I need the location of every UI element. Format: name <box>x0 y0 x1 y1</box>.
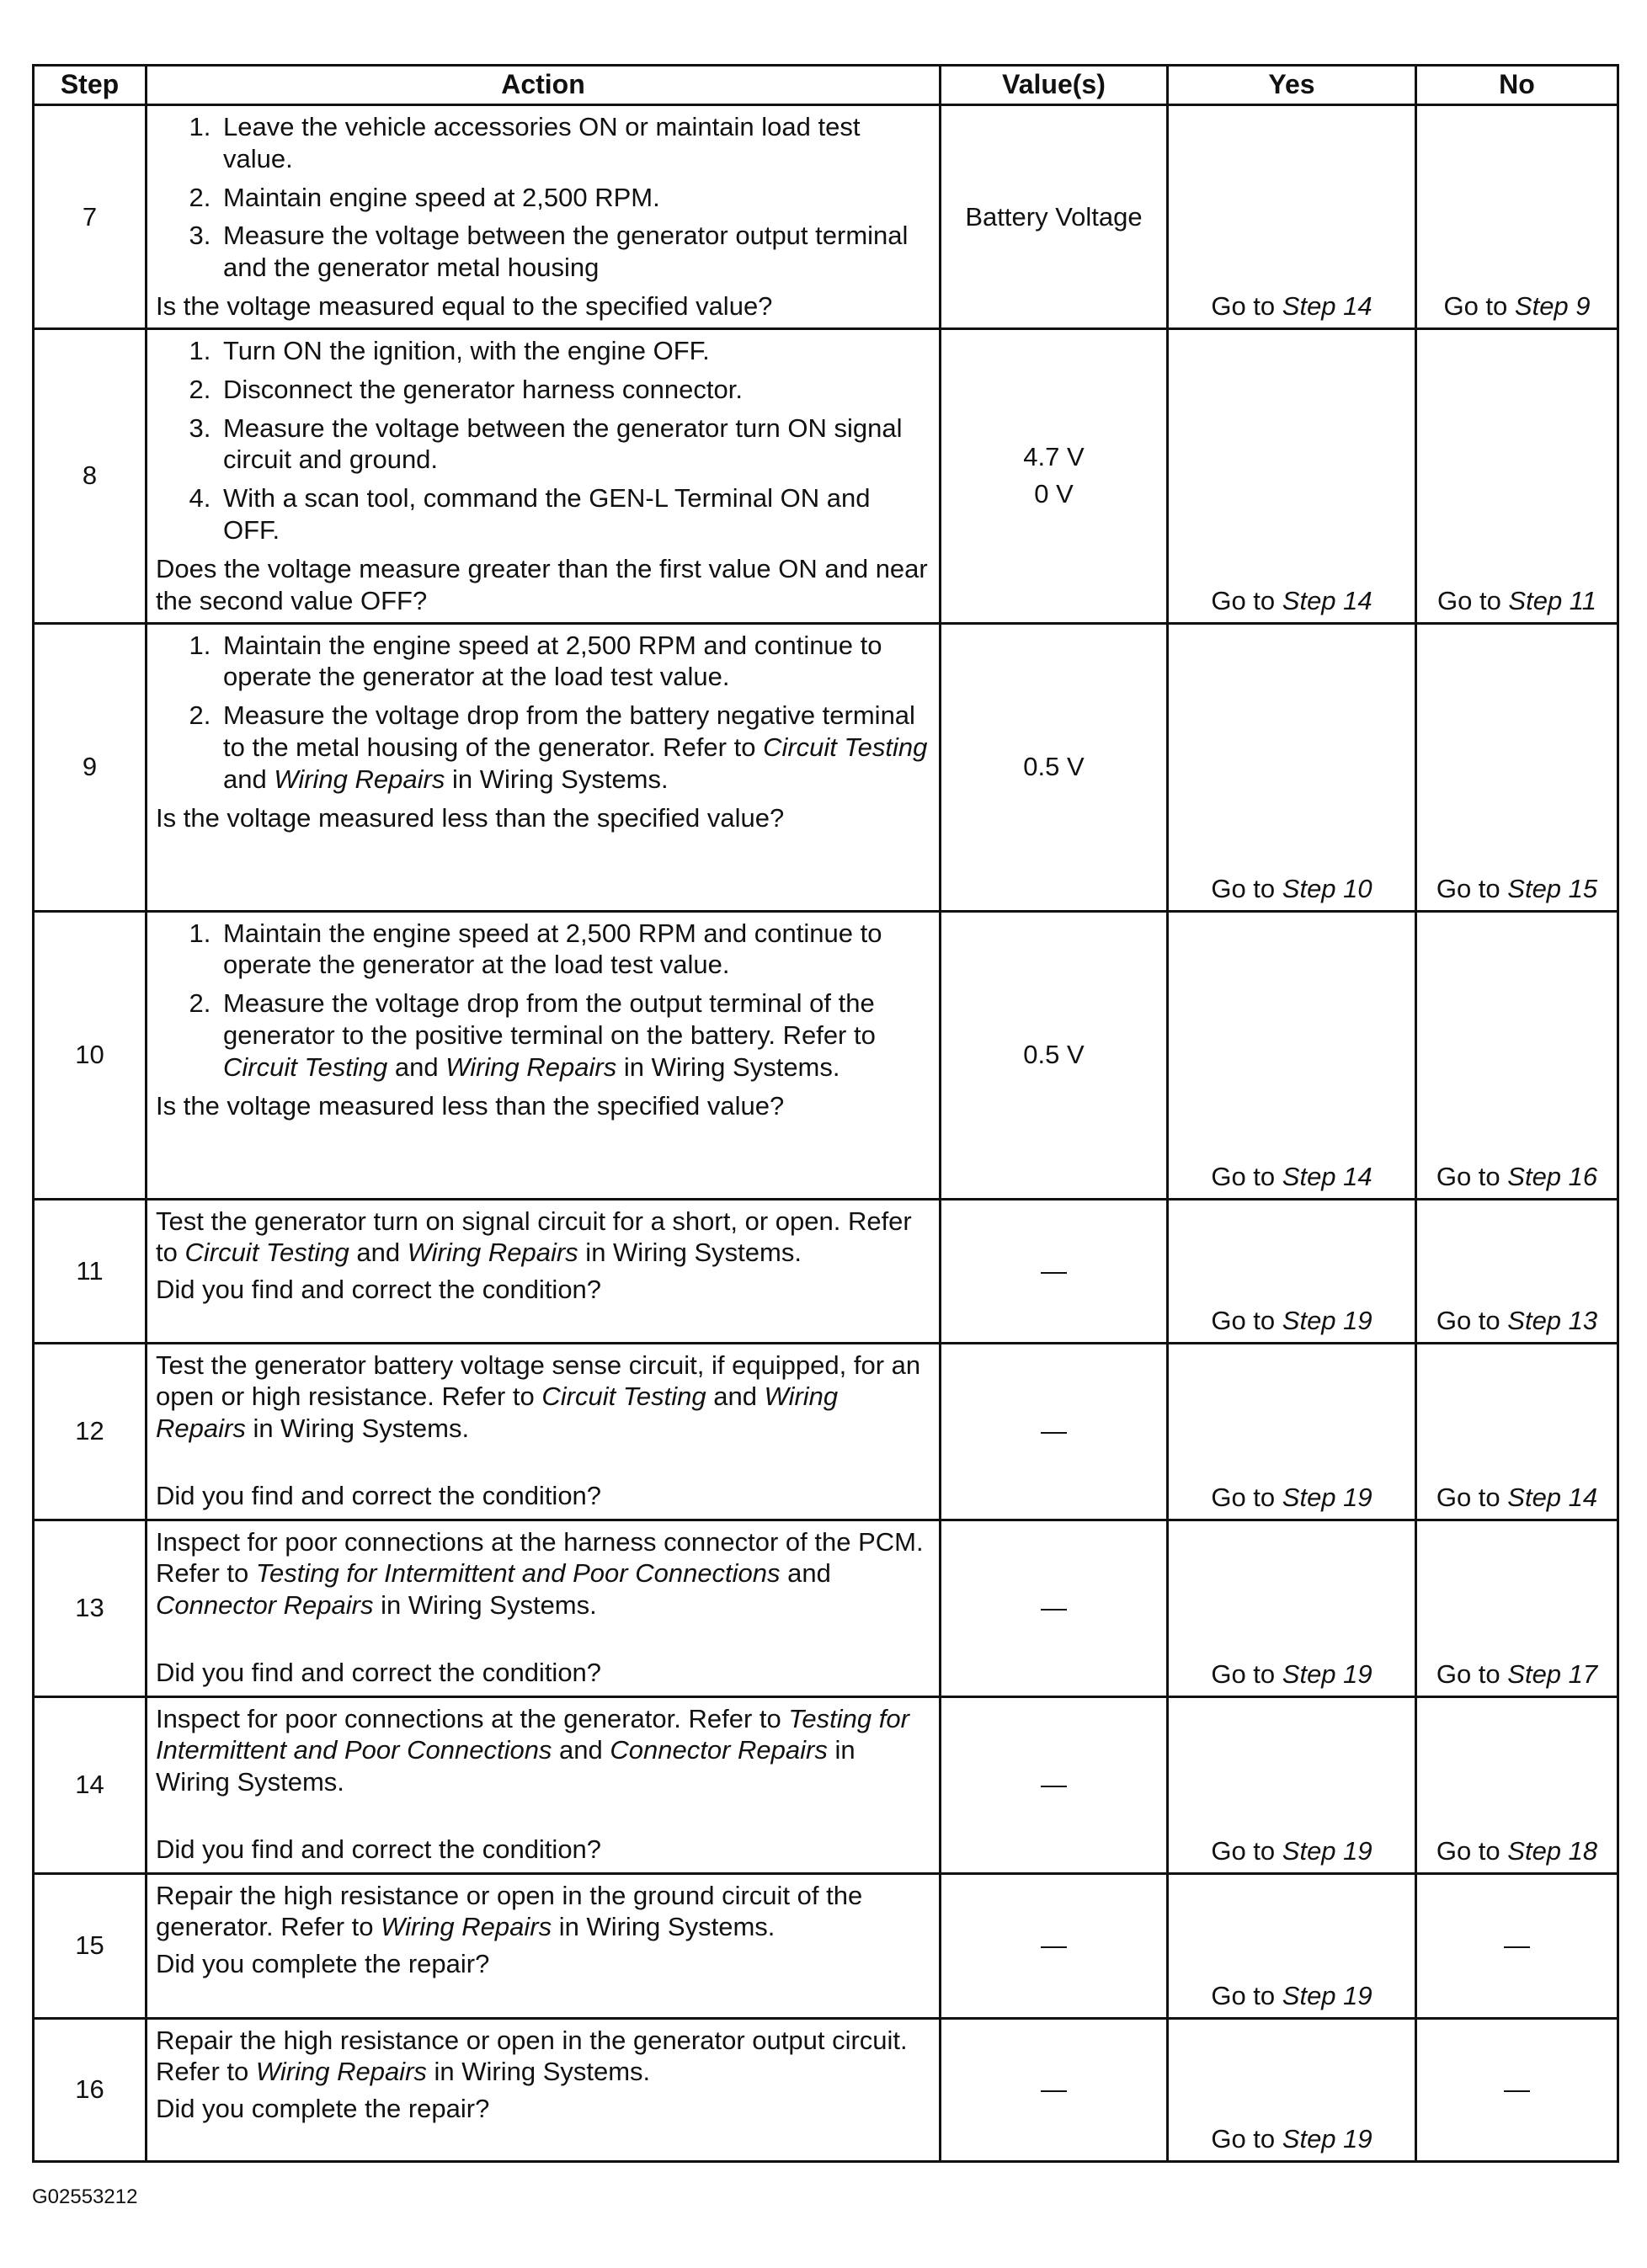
action-question: Is the voltage measured equal to the specified value? <box>156 291 773 322</box>
no-step-link: Step 11 <box>1508 585 1596 615</box>
action-cell <box>147 329 941 624</box>
action-list-item: 2. Disconnect the generator harness connector. <box>218 374 930 406</box>
yes-cell <box>1168 1343 1416 1520</box>
action-list-item: 3. Measure the voltage between the generator turn ON signal circuit and ground. <box>218 413 930 476</box>
no-step-link: Step 9 <box>1514 291 1591 322</box>
table-row <box>34 911 1618 1199</box>
action-list <box>156 111 930 284</box>
action-text: Maintain the engine speed at 2,500 RPM and continue to operate the generator at the load test value. <box>223 918 882 980</box>
header-values: Value(s) <box>941 66 1168 105</box>
yes-cell <box>1168 2018 1416 2161</box>
reference-text: Wiring Repairs <box>445 1051 617 1082</box>
no-cell <box>1416 1696 1618 1873</box>
step-number: 8 <box>34 329 147 624</box>
reference-text: Wiring Repairs <box>381 1912 552 1942</box>
action-list-item: 1. Turn ON the ignition, with the engine OFF. <box>218 335 930 367</box>
no-cell <box>1416 911 1618 1199</box>
step-number: 15 <box>34 1873 147 2018</box>
action-text: and <box>223 764 274 794</box>
yes-prefix: Go to <box>1211 1305 1282 1335</box>
action-question: Is the voltage measured less than the specified value? <box>156 802 785 833</box>
value-text: 0.5 V <box>1023 1040 1085 1070</box>
value-cell <box>941 105 1168 329</box>
no-prefix: Go to <box>1436 1161 1508 1191</box>
action-question: Did you find and correct the condition? <box>156 1657 602 1687</box>
action-paragraph <box>156 1703 930 1798</box>
table-row <box>34 1343 1618 1520</box>
no-cell <box>1416 1343 1618 1520</box>
action-text: Maintain the engine speed at 2,500 RPM and continue to operate the generator at the load test value. <box>223 630 882 692</box>
yes-prefix: Go to <box>1211 1835 1282 1866</box>
yes-cell <box>1168 329 1416 624</box>
header-row <box>34 66 1618 105</box>
action-text: in Wiring Systems. <box>552 1912 776 1942</box>
no-cell <box>1416 623 1618 911</box>
action-text: Inspect for poor connections at the harness connector of the PCM. Refer to <box>156 1526 924 1589</box>
action-text: Measure the voltage drop from the battery negative terminal to the metal housing of the generator. Refer to <box>223 700 915 762</box>
action-list-item: 4. With a scan tool, command the GEN-L Terminal ON and OFF. <box>218 482 930 546</box>
action-paragraph <box>156 1526 930 1621</box>
action-paragraph <box>156 1880 930 1944</box>
action-question: Did you find and correct the condition? <box>156 1275 602 1305</box>
yes-cell <box>1168 623 1416 911</box>
no-prefix: Go to <box>1436 1482 1508 1512</box>
action-list-item <box>218 700 930 795</box>
yes-prefix: Go to <box>1211 1161 1282 1191</box>
action-question: Did you complete the repair? <box>156 2094 490 2124</box>
action-spacer <box>156 1621 930 1652</box>
action-cell <box>147 1199 941 1343</box>
table-row <box>34 1520 1618 1696</box>
yes-step-link: Step 19 <box>1282 1305 1372 1335</box>
yes-step-link: Step 19 <box>1282 2123 1372 2154</box>
reference-text: Wiring Repairs <box>274 764 445 794</box>
yes-step-link: Step 19 <box>1282 1658 1372 1689</box>
action-text: Test the generator turn on signal circuit for a short, or open. Refer to <box>156 1206 912 1268</box>
yes-cell <box>1168 1696 1416 1873</box>
action-cell <box>147 1520 941 1696</box>
header-action: Action <box>147 66 941 105</box>
action-question: Did you find and correct the condition? <box>156 1834 602 1864</box>
no-step-link: Step 14 <box>1507 1482 1598 1512</box>
action-cell <box>147 911 941 1199</box>
action-list-item <box>218 988 930 1083</box>
value-cell <box>941 1199 1168 1343</box>
step-number: 9 <box>34 623 147 911</box>
step-number: 12 <box>34 1343 147 1520</box>
action-text: in Wiring Systems. <box>616 1051 840 1082</box>
action-text: in Wiring Systems. <box>156 1735 855 1797</box>
value-cell <box>941 911 1168 1199</box>
value-cell <box>941 329 1168 624</box>
action-paragraph <box>156 1206 930 1270</box>
action-spacer <box>156 1445 930 1475</box>
value-text: — <box>1041 1593 1067 1623</box>
action-question: Is the voltage measured less than the specified value? <box>156 1090 785 1121</box>
table-row <box>34 1199 1618 1343</box>
action-text: Test the generator battery voltage sense circuit, if equipped, for an open or high resistance. Refer to <box>156 1350 921 1412</box>
yes-prefix: Go to <box>1211 1980 1282 2010</box>
no-prefix: Go to <box>1436 1835 1508 1866</box>
yes-cell <box>1168 105 1416 329</box>
value-cell <box>941 1873 1168 2018</box>
yes-cell <box>1168 911 1416 1199</box>
value-text: 0 V <box>1034 479 1074 509</box>
value-text: 4.7 V <box>1023 442 1085 472</box>
reference-text: Wiring Repairs <box>255 2057 427 2087</box>
table-row <box>34 2018 1618 2161</box>
no-step-link: Step 18 <box>1507 1835 1598 1866</box>
yes-step-link: Step 14 <box>1282 291 1372 322</box>
action-text: in Wiring Systems. <box>245 1414 470 1444</box>
action-list-item: 1. Leave the vehicle accessories ON or maintain load test value. <box>218 111 930 175</box>
value-cell <box>941 2018 1168 2161</box>
action-text: and <box>387 1051 446 1082</box>
action-question: Does the voltage measure greater than the first value ON and near the second value OFF? <box>156 553 928 615</box>
no-cell <box>1416 1873 1618 2018</box>
yes-cell <box>1168 1873 1416 2018</box>
action-list-item: 3. Measure the voltage between the generator output terminal and the generator metal housing <box>218 220 930 284</box>
header-step: Step <box>34 66 147 105</box>
action-list <box>156 335 930 546</box>
reference-text: Connector Repairs <box>156 1590 374 1621</box>
no-cell <box>1416 2018 1618 2161</box>
action-text: and <box>780 1558 831 1589</box>
no-dash: — <box>1504 1930 1530 1961</box>
action-text: in Wiring Systems. <box>426 2057 651 2087</box>
action-list-item <box>218 630 930 694</box>
table-row <box>34 1696 1618 1873</box>
yes-step-link: Step 19 <box>1282 1482 1372 1512</box>
reference-text: Testing for Intermittent and Poor Connections <box>156 1703 909 1765</box>
action-text: and <box>706 1382 765 1412</box>
reference-text: Wiring Repairs <box>156 1382 839 1444</box>
action-question: Did you find and correct the condition? <box>156 1480 602 1510</box>
action-list-item <box>218 918 930 982</box>
yes-prefix: Go to <box>1211 585 1282 615</box>
yes-step-link: Step 19 <box>1282 1980 1372 2010</box>
no-cell <box>1416 1520 1618 1696</box>
action-cell <box>147 1343 941 1520</box>
action-text: Measure the voltage drop from the output terminal of the generator to the positive terminal on the battery. Refer to <box>223 988 876 1050</box>
action-list-item: 2. Maintain engine speed at 2,500 RPM. <box>218 182 930 214</box>
action-text: and <box>349 1238 408 1268</box>
reference-text: Circuit Testing <box>223 1051 388 1082</box>
step-number: 10 <box>34 911 147 1199</box>
action-paragraph <box>156 2025 930 2089</box>
action-list <box>156 630 930 796</box>
yes-step-link: Step 19 <box>1282 1835 1372 1866</box>
yes-prefix: Go to <box>1211 873 1282 903</box>
no-prefix: Go to <box>1436 585 1509 615</box>
no-cell <box>1416 329 1618 624</box>
no-dash: — <box>1504 2074 1530 2105</box>
yes-prefix: Go to <box>1211 1482 1282 1512</box>
no-step-link: Step 16 <box>1507 1161 1598 1191</box>
reference-text: Circuit Testing <box>763 732 928 762</box>
action-text: Repair the high resistance or open in the generator output circuit. Refer to <box>156 2025 908 2087</box>
no-step-link: Step 17 <box>1507 1658 1598 1689</box>
yes-prefix: Go to <box>1211 291 1282 322</box>
action-cell <box>147 623 941 911</box>
no-prefix: Go to <box>1436 1305 1508 1335</box>
yes-prefix: Go to <box>1211 2123 1282 2154</box>
reference-text: Circuit Testing <box>541 1382 706 1412</box>
diagnostic-table <box>32 64 1619 2163</box>
reference-text: Circuit Testing <box>184 1238 349 1268</box>
value-text: — <box>1041 1770 1067 1800</box>
yes-step-link: Step 10 <box>1282 873 1372 903</box>
action-text: in Wiring Systems. <box>445 764 669 794</box>
value-text: — <box>1041 2074 1067 2105</box>
step-number: 11 <box>34 1199 147 1343</box>
action-cell <box>147 1873 941 2018</box>
action-text: and <box>552 1735 610 1765</box>
reference-text: Testing for Intermittent and Poor Connections <box>255 1558 781 1589</box>
no-prefix: Go to <box>1436 1658 1508 1689</box>
yes-step-link: Step 14 <box>1282 1161 1372 1191</box>
action-paragraph <box>156 1350 930 1445</box>
figure-id: G02553212 <box>32 2185 138 2208</box>
table-row <box>34 1873 1618 2018</box>
step-number: 7 <box>34 105 147 329</box>
value-cell <box>941 623 1168 911</box>
yes-prefix: Go to <box>1211 1658 1282 1689</box>
table-row <box>34 329 1618 624</box>
value-text: Battery Voltage <box>965 201 1143 232</box>
value-cell <box>941 1696 1168 1873</box>
value-cell <box>941 1343 1168 1520</box>
no-cell <box>1416 1199 1618 1343</box>
yes-cell <box>1168 1199 1416 1343</box>
header-no: No <box>1416 66 1618 105</box>
action-text: Inspect for poor connections at the generator. Refer to <box>156 1703 789 1733</box>
no-step-link: Step 13 <box>1507 1305 1598 1335</box>
no-cell <box>1416 105 1618 329</box>
action-text: in Wiring Systems. <box>578 1238 802 1268</box>
value-cell <box>941 1520 1168 1696</box>
header-yes: Yes <box>1168 66 1416 105</box>
action-text: Repair the high resistance or open in the ground circuit of the generator. Refer to <box>156 1880 863 1942</box>
action-spacer <box>156 1798 930 1829</box>
reference-text: Wiring Repairs <box>407 1238 578 1268</box>
action-text: in Wiring Systems. <box>373 1590 597 1621</box>
action-list <box>156 918 930 1083</box>
yes-step-link: Step 14 <box>1282 585 1372 615</box>
action-cell <box>147 105 941 329</box>
action-question: Did you complete the repair? <box>156 1949 490 1979</box>
value-text: — <box>1041 1255 1067 1286</box>
table-row <box>34 105 1618 329</box>
step-number: 14 <box>34 1696 147 1873</box>
no-step-link: Step 15 <box>1507 873 1598 903</box>
value-text: 0.5 V <box>1023 752 1085 782</box>
action-cell <box>147 2018 941 2161</box>
value-text: — <box>1041 1930 1067 1961</box>
step-number: 16 <box>34 2018 147 2161</box>
step-number: 13 <box>34 1520 147 1696</box>
action-cell <box>147 1696 941 1873</box>
reference-text: Connector Repairs <box>610 1735 828 1765</box>
no-prefix: Go to <box>1443 291 1515 322</box>
table-row <box>34 623 1618 911</box>
value-text: — <box>1041 1416 1067 1446</box>
no-prefix: Go to <box>1436 873 1508 903</box>
yes-cell <box>1168 1520 1416 1696</box>
